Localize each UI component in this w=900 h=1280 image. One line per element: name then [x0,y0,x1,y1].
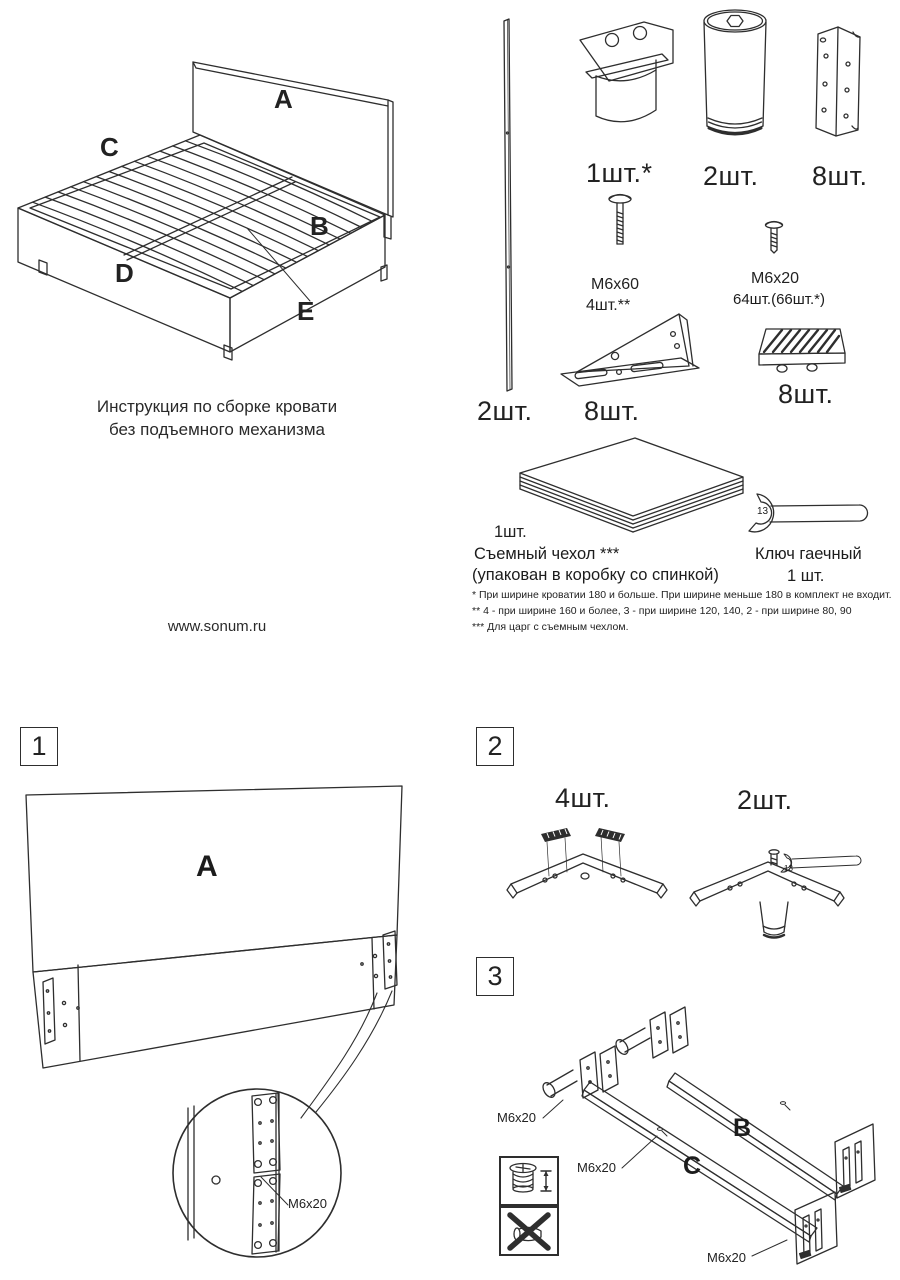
strip-qty: 2шт. [477,396,533,426]
wrench-size-label: 13 [757,506,769,517]
step-2-legs-qty: 2шт. [737,785,793,815]
screw-size-label: M6x20 [751,270,800,287]
bolt-size-label: M6x60 [591,276,640,293]
glide-pad-qty: 8шт. [778,379,834,409]
bed-part-label-d: D [115,258,134,288]
wrench-name: Ключ гаечный [755,545,862,563]
step-2-number: 2 [487,731,503,761]
angle-bracket-part-drawing [808,22,874,146]
angle-bracket-qty: 8шт. [812,161,868,191]
step-1-panel-label: A [196,850,218,883]
footnote-2: ** 4 - при ширине 160 и более, 3 - при ширине 120, 140, 2 - при ширине 80, 90 [472,605,852,617]
step-3-rail-c-label: C [683,1152,702,1180]
wrench-part-drawing [733,492,873,538]
no-full-tighten-box [499,1206,559,1256]
bed-overview-drawing [10,45,440,365]
wrench-qty: 1 шт. [787,567,825,585]
hook-bracket-part-drawing [570,16,685,148]
bed-part-label-a: A [274,84,293,114]
step-3-rail-b-label: B [733,1114,752,1142]
corner-bracket-part-drawing [553,308,705,396]
leg-qty: 2шт. [703,161,759,191]
cover-name: Съемный чехол *** [474,545,620,563]
bed-part-label-b: B [310,211,329,241]
step-1-number-box [20,727,58,766]
step-3-number: 3 [487,961,503,991]
footnote-1: * При ширине кроватии 180 и больше. При ширине меньше 180 в комплект не входит. [472,589,892,601]
step-2-pads-drawing [505,826,670,911]
side-strip-part-drawing [492,15,522,395]
cover-qty: 1шт. [494,523,527,541]
bed-part-label-c: C [100,132,119,162]
screw-depth-hint-box [499,1156,559,1206]
cover-part-drawing [515,430,750,548]
screw-m6x20-drawing [764,220,784,260]
step-2-wrench-size: 13 [784,864,793,873]
bed-part-label-e: E [297,296,315,326]
step-2-leg-mount-drawing [688,840,866,942]
crossed-out-screw-icon [503,1210,555,1252]
corner-bracket-qty: 8шт. [584,396,640,426]
step-3-screw-label-3: M6x20 [707,1250,747,1265]
screw-depth-icon [503,1160,555,1202]
website-url: www.sonum.ru [167,618,267,635]
bolt-m6x60-drawing [607,192,633,252]
leg-part-drawing [700,6,770,148]
footnote-3: *** Для царг с съемным чехлом. [472,621,629,633]
cover-note: (упакован в коробку со спинкой) [472,566,719,584]
bolt-qty: 4шт.** [586,297,631,314]
glide-pad-part-drawing [750,323,848,381]
step-2-number-box [476,727,514,766]
page-title: Инструкция по сборке кровати без подъемного механизма [96,397,338,439]
step-3-screw-label-2: M6x20 [577,1160,617,1175]
hook-bracket-qty: 1шт.* [586,158,653,188]
step-3-screw-label-1: M6x20 [497,1110,537,1125]
step-1-screw-label: M6x20 [288,1196,328,1211]
screw-qty: 64шт.(66шт.*) [733,291,826,308]
step-2-pads-qty: 4шт. [555,783,611,813]
step-1-number: 1 [31,731,47,761]
